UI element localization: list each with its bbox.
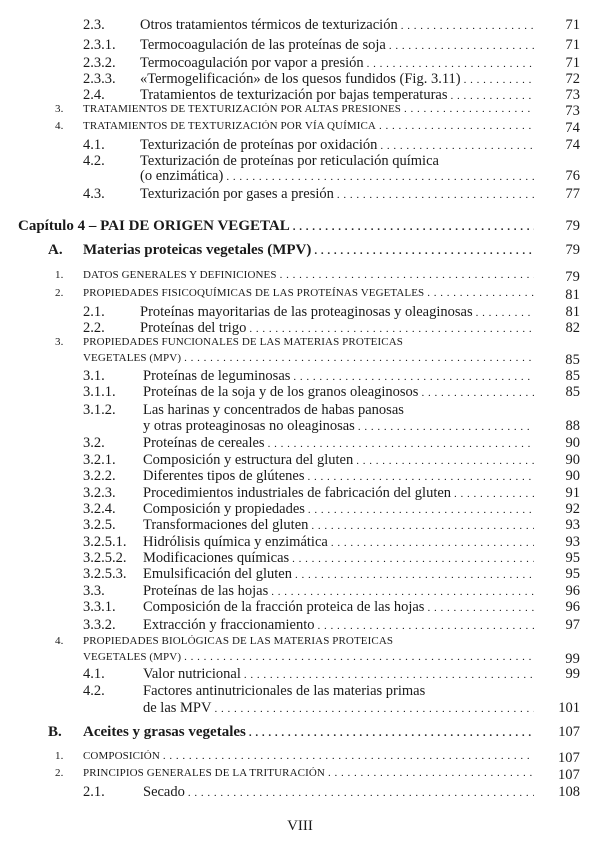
toc-entry-page: 71 (565, 17, 580, 33)
dot-leader (314, 245, 534, 257)
toc-entry-title: Texturización de proteínas por oxidación (140, 137, 378, 153)
toc-entry-page: 88 (565, 418, 580, 434)
toc-entry-title: Diferentes tipos de glútenes (143, 468, 305, 484)
toc-entry-number: 4.3. (83, 186, 105, 202)
toc-entry-number: 4.1. (83, 666, 105, 682)
toc-entry (0, 384, 580, 404)
toc-entry-title-continuation: VEGETALES (MPV) (83, 352, 182, 364)
dot-leader (244, 669, 534, 681)
dot-leader (271, 586, 534, 598)
toc-entry-number: 2.1. (83, 784, 105, 800)
toc-entry-number: 1. (55, 269, 64, 281)
toc-entry (0, 17, 580, 37)
toc-entry-number: 3.1. (83, 368, 105, 384)
toc-entry-title: Proteínas de las hojas (143, 583, 269, 599)
toc-entry-page: 79 (565, 269, 580, 285)
dot-leader (356, 455, 534, 467)
toc-entry-number: 2.3.1. (83, 37, 116, 53)
dot-leader (380, 140, 534, 152)
toc-entry-page: 73 (565, 87, 580, 103)
toc-entry-number: 3.2.5.2. (83, 550, 127, 566)
toc-entry-title: Modificaciones químicas (143, 550, 290, 566)
toc-entry-number: 2.4. (83, 87, 105, 103)
dot-leader (328, 767, 534, 779)
toc-entry-number: 2.3.2. (83, 55, 116, 71)
toc-entry-title: TRATAMIENTOS DE TEXTURIZACIÓN POR VÍA QUÍMICA (83, 120, 376, 132)
toc-entry-title: Emulsificación del gluten (143, 566, 292, 582)
toc-entry-title: Proteínas mayoritarias de las proteaginosas y oleaginosas (140, 304, 473, 320)
toc-entry-page: 90 (565, 452, 580, 468)
toc-entry-page: 81 (565, 304, 580, 320)
toc-entry-number: A. (48, 242, 63, 258)
dot-leader (163, 750, 534, 762)
toc-entry-page: 79 (565, 242, 580, 258)
dot-leader (184, 352, 534, 364)
dot-leader (454, 488, 534, 500)
toc-entry-number: 4.2. (83, 153, 105, 169)
dot-leader (307, 471, 534, 483)
toc-entry (0, 269, 580, 289)
dot-leader (404, 103, 534, 115)
toc-entry-number: 4. (55, 120, 64, 132)
toc-entry-title: DATOS GENERALES Y DEFINICIONES (83, 269, 277, 281)
dot-leader (358, 421, 534, 433)
dot-leader (427, 287, 534, 299)
toc-entry-number: 3.3.1. (83, 599, 116, 615)
dot-leader (188, 787, 534, 799)
toc-entry (0, 724, 580, 744)
toc-entry-page: 99 (565, 651, 580, 667)
toc-entry-page: 73 (565, 103, 580, 119)
dot-leader (293, 371, 534, 383)
toc-entry-title: Tratamientos de texturización por bajas temperaturas (140, 87, 448, 103)
toc-entry-page: 91 (565, 485, 580, 501)
toc-entry-page: 81 (565, 287, 580, 303)
toc-entry-title: PROPIEDADES FISICOQUÍMICAS DE LAS PROTEÍNAS VEGETALES (83, 287, 425, 299)
toc-entry-title: Composición y propiedades (143, 501, 305, 517)
toc-entry-page: 101 (558, 700, 580, 716)
dot-leader (268, 438, 534, 450)
toc-entry-number: 2.2. (83, 320, 105, 336)
toc-entry-title-continuation: de las MPV (143, 700, 212, 716)
toc-entry-page: 90 (565, 468, 580, 484)
toc-entry (0, 37, 580, 57)
dot-leader (476, 307, 534, 319)
toc-entry-number: 1. (55, 750, 64, 762)
toc-entry-page: 82 (565, 320, 580, 336)
toc-entry-title: Hidrólisis química y enzimática (143, 534, 328, 550)
dot-leader (308, 504, 534, 516)
toc-entry-number: 3.2.3. (83, 485, 116, 501)
page-number: VIII (287, 818, 313, 834)
toc-entry-title: Texturización por gases a presión (140, 186, 334, 202)
dot-leader (337, 189, 534, 201)
dot-leader (427, 602, 534, 614)
toc-entry-page: 72 (565, 71, 580, 87)
toc-entry-page: 107 (557, 750, 580, 766)
toc-entry-page: 99 (565, 666, 580, 682)
toc-entry-title: Composición de la fracción proteica de las hojas (143, 599, 425, 615)
dot-leader (292, 553, 534, 565)
toc-entry (0, 242, 580, 262)
toc-entry-page: 92 (565, 501, 580, 517)
toc-entry-number: 3.1.2. (83, 402, 116, 418)
toc-entry-title: Capítulo 4 – PAI DE ORIGEN VEGETAL (18, 218, 290, 234)
toc-entry-number: 3. (55, 103, 64, 115)
toc-entry-number: 3. (55, 336, 64, 348)
dot-leader (249, 323, 534, 335)
dot-leader (293, 221, 534, 233)
dot-leader (401, 20, 534, 32)
toc-entry-page: 97 (565, 617, 580, 633)
toc-entry-number: 4.1. (83, 137, 105, 153)
toc-entry-page: 74 (565, 137, 580, 153)
toc-entry-number: 2.3. (83, 17, 105, 33)
dot-leader (318, 620, 534, 632)
dot-leader (295, 569, 534, 581)
toc-entry-page: 71 (565, 55, 580, 71)
toc-entry-number: B. (48, 724, 62, 740)
toc-entry-title: Valor nutricional (143, 666, 241, 682)
toc-entry-page: 107 (558, 724, 580, 740)
dot-leader (367, 58, 534, 70)
dot-leader (226, 171, 534, 183)
toc-entry-title: Proteínas del trigo (140, 320, 247, 336)
toc-entry-number: 4. (55, 635, 64, 647)
toc-entry-number: 3.2. (83, 435, 105, 451)
toc-entry-page: 74 (565, 120, 580, 136)
toc-entry-title: Proteínas de leguminosas (143, 368, 291, 384)
toc-entry-title: TRATAMIENTOS DE TEXTURIZACIÓN POR ALTAS PRESIONES (83, 103, 401, 115)
toc-entry-number: 3.2.5. (83, 517, 116, 533)
dot-leader (389, 40, 534, 52)
toc-entry-page: 96 (565, 599, 580, 615)
toc-entry-number: 3.2.5.1. (83, 534, 127, 550)
toc-entry-number: 2.1. (83, 304, 105, 320)
toc-entry-number: 3.1.1. (83, 384, 116, 400)
toc-entry-title: Extracción y fraccionamiento (143, 617, 315, 633)
toc-entry-title: Secado (143, 784, 185, 800)
toc-entry (0, 186, 580, 206)
toc-entry-page: 95 (565, 566, 580, 582)
toc-entry-title: PROPIEDADES BIOLÓGICAS DE LAS MATERIAS PROTEICAS (83, 635, 394, 647)
toc-entry-title: Factores antinutricionales de las materias primas (143, 683, 426, 699)
toc-entry (0, 617, 580, 637)
toc-entry-page: 96 (565, 583, 580, 599)
toc-entry-title-continuation: (o enzimática) (140, 168, 224, 184)
toc-entry-number: 2. (55, 287, 64, 299)
toc-entry (0, 599, 580, 619)
toc-entry-page: 77 (565, 186, 580, 202)
dot-leader (214, 703, 534, 715)
toc-entry-page: 108 (558, 784, 580, 800)
toc-entry-number: 3.2.1. (83, 452, 116, 468)
toc-entry-number: 3.3. (83, 583, 105, 599)
toc-entry-title: Materias proteicas vegetales (MPV) (83, 242, 312, 258)
toc-entry-title: Texturización de proteínas por reticulación química (140, 153, 439, 169)
toc-entry-title: Aceites y grasas vegetales (83, 724, 246, 740)
toc-entry-title: COMPOSICIÓN (83, 750, 160, 762)
dot-leader (280, 269, 534, 281)
toc-entry-continuation (0, 700, 580, 720)
dot-leader (421, 387, 534, 399)
toc-entry-page: 85 (565, 352, 580, 368)
toc-entry-page: 93 (565, 517, 580, 533)
dot-leader (379, 120, 534, 132)
toc-entry-number: 3.3.2. (83, 617, 116, 633)
toc-entry-title: Transformaciones del gluten (143, 517, 309, 533)
dot-leader (249, 727, 534, 739)
dot-leader (331, 537, 534, 549)
toc-entry-title: Proteínas de cereales (143, 435, 265, 451)
dot-leader (311, 520, 534, 532)
dot-leader (464, 74, 534, 86)
toc-entry-title: PRINCIPIOS GENERALES DE LA TRITURACIÓN (83, 767, 325, 779)
toc-entry-number: 4.2. (83, 683, 105, 699)
toc-entry-page: 107 (557, 767, 580, 783)
toc-entry-title: Termocoagulación de las proteínas de soja (140, 37, 386, 53)
toc-entry-title: Proteínas de la soja y de los granos oleaginosos (143, 384, 419, 400)
toc-entry-number: 3.2.2. (83, 468, 116, 484)
toc-entry-page: 85 (565, 384, 580, 400)
toc-entry (0, 218, 580, 238)
toc-entry-continuation (0, 168, 580, 188)
toc-entry-number: 2. (55, 767, 64, 779)
toc-entry-title: PROPIEDADES FUNCIONALES DE LAS MATERIAS PROTEICAS (83, 336, 403, 348)
dot-leader (451, 90, 535, 102)
toc-entry-page: 85 (565, 368, 580, 384)
toc-entry-title-continuation: y otras proteaginosas no oleaginosas (143, 418, 355, 434)
toc-entry-number: 2.3.3. (83, 71, 116, 87)
toc-entry-title: Otros tratamientos térmicos de texturización (140, 17, 398, 33)
toc-entry-page: 71 (565, 37, 580, 53)
dot-leader (184, 651, 534, 663)
toc-entry-page: 93 (565, 534, 580, 550)
toc-entry-title: Composición y estructura del gluten (143, 452, 354, 468)
toc-entry-page: 76 (565, 168, 580, 184)
toc-entry-title: «Termogelificación» de los quesos fundidos (Fig. 3.11) (140, 71, 461, 87)
toc-entry-page: 90 (565, 435, 580, 451)
toc-entry (0, 784, 580, 804)
toc-entry-title: Las harinas y concentrados de habas panosas (143, 402, 404, 418)
toc-entry-page: 95 (565, 550, 580, 566)
toc-entry-number: 3.2.4. (83, 501, 116, 517)
toc-entry-number: 3.2.5.3. (83, 566, 127, 582)
toc-entry-title: Procedimientos industriales de fabricación del gluten (143, 485, 452, 501)
toc-entry-page: 79 (565, 218, 580, 234)
toc-entry-title: Termocoagulación por vapor a presión (140, 55, 364, 71)
toc-entry-title-continuation: VEGETALES (MPV) (83, 651, 182, 663)
